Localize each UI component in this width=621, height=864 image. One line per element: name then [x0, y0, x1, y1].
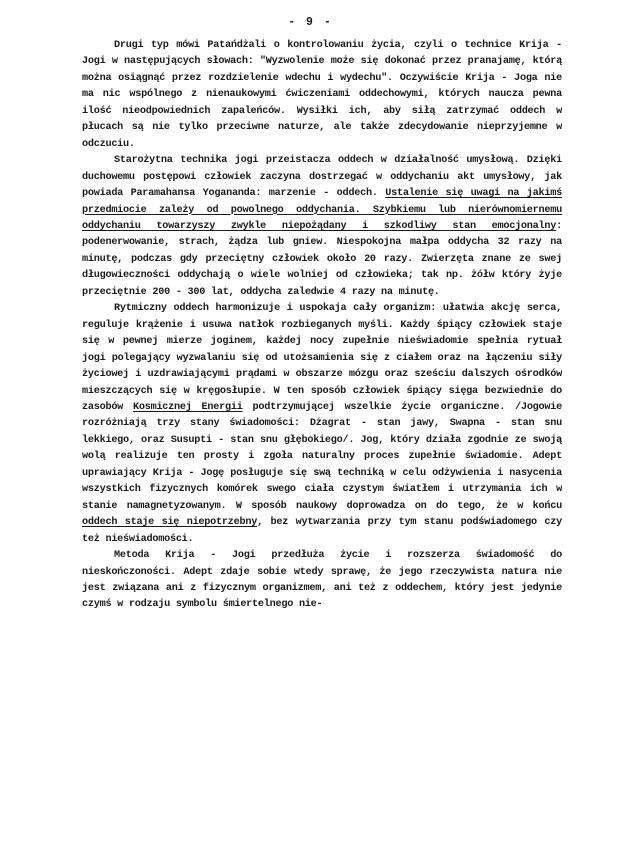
text-run: Starożytna technika jogi przeistacza oddech w działalność umysłową. Dzięki duchowemu postępowi człowiek zaczyna dostrzegać w oddychaniu akt umysłowy, jak powiada Paramahansa Yogananda: marzenie - oddech. — [82, 155, 562, 200]
text-run: podtrzymującej wszelkie życie organiczne. /Jogowie rozróżniają trzy stany świadomości: Dżagrat - stan jawy, Swapna - stan snu lekkiego, oraz Susupti - stan snu głębokiego/. Jog, który działa zgodnie ze swoją wolą realizuje ten prosty i zgoła naturalny proces zupełnie świadomie. Adept uprawiający Krija - Jogę posługuje się swą techniką w celu odżywienia i nasycenia wszystkich fizycznych komórek swego ciała czystym światłem i utrzymania ich w stanie namagnetyzowanym. W sposób naukowy doprowadza on do tego, że w końcu — [82, 401, 562, 512]
text-run: Drugi typ mówi Patańdżali o kontrolowaniu życia, czyli o technice Krija - Jogi w następujących słowach: "Wyzwolenie może się dokonać przez pranajamę, którą można osiągnąć przez rozdzielenie wdechu i wydechu". Oczywiście Krija - Joga nie ma nic wspólnego z nienaukowymi ćwiczeniami oddechowymi, których naucza pewna ilość nieodpowiednich zapaleńców. Wysiłki ich, aby siłą zatrzymać oddech w płucach są nie tylko przeciwne naturze, ale także zdecydowanie nieprzyjemne w odczuciu. — [82, 40, 562, 150]
paragraph — [82, 38, 562, 153]
text-run: Rytmiczny oddech harmonizuje i uspokaja cały organizm: ułatwia akcję serca, reguluje krążenie i usuwa natłok rozbieganych myśli. Każdy śpiący człowiek staje się w pewnej mierze joginem, każdej nocy zupełnie nieświadomie spełnia rytuał jogi polegający wyzwalaniu się od utożsamienia się z ciałem oraz na łączeniu siły życiowej i uzdrawiającymi prądami w obszarze mózgu oraz sześciu dalszych ośrodków mieszczących się w kręgosłupie. W ten sposób człowiek śpiący sięga bezwiednie do zasobów — [82, 303, 562, 413]
paragraph — [82, 153, 562, 301]
text-run: Metoda Krija - Jogi przedłuża życie i rozszerza świadomość do nieskończoności. Adept zdaje sobie wtedy sprawę, że jego rzeczywista natura nie jest związana ani z fizycznym organizmem, ani też z oddechem, który jest jedynie czymś w rodzaju symbolu śmiertelnego nie- — [82, 550, 562, 611]
underlined-text: Ustalenie się uwagi na jakimś przedmiocie zależy od powolnego oddychania. Szybkiemu lub nierównomiernemu oddychaniu towarzyszy zwykle niepożądany i szkodliwy stan emocjonalny — [82, 188, 562, 232]
text-run: : podenerwowanie, strach, żądza lub gniew. Niespokojna małpa oddycha 32 razy na minutę, podczas gdy przeciętny człowiek około 20 razy. Zwierzęta znane ze swej długowieczności oddychają o wiele wolniej od człowieka; tak np. żółw który żyje przeciętnie 200 - 300 lat, oddycha zaledwie 4 razy na minutę. — [82, 220, 562, 298]
paragraph — [82, 301, 562, 548]
page-number: - 9 - — [288, 16, 333, 29]
underlined-text: Kosmicznej Energii — [132, 401, 243, 413]
underlined-text: oddech staje się niepotrzebny — [82, 517, 258, 529]
body-text — [82, 38, 562, 614]
paragraph — [82, 548, 562, 614]
text-run: , bez wytwarzania przy tym stanu podświadomego czy też nieświadomości. — [82, 517, 562, 545]
